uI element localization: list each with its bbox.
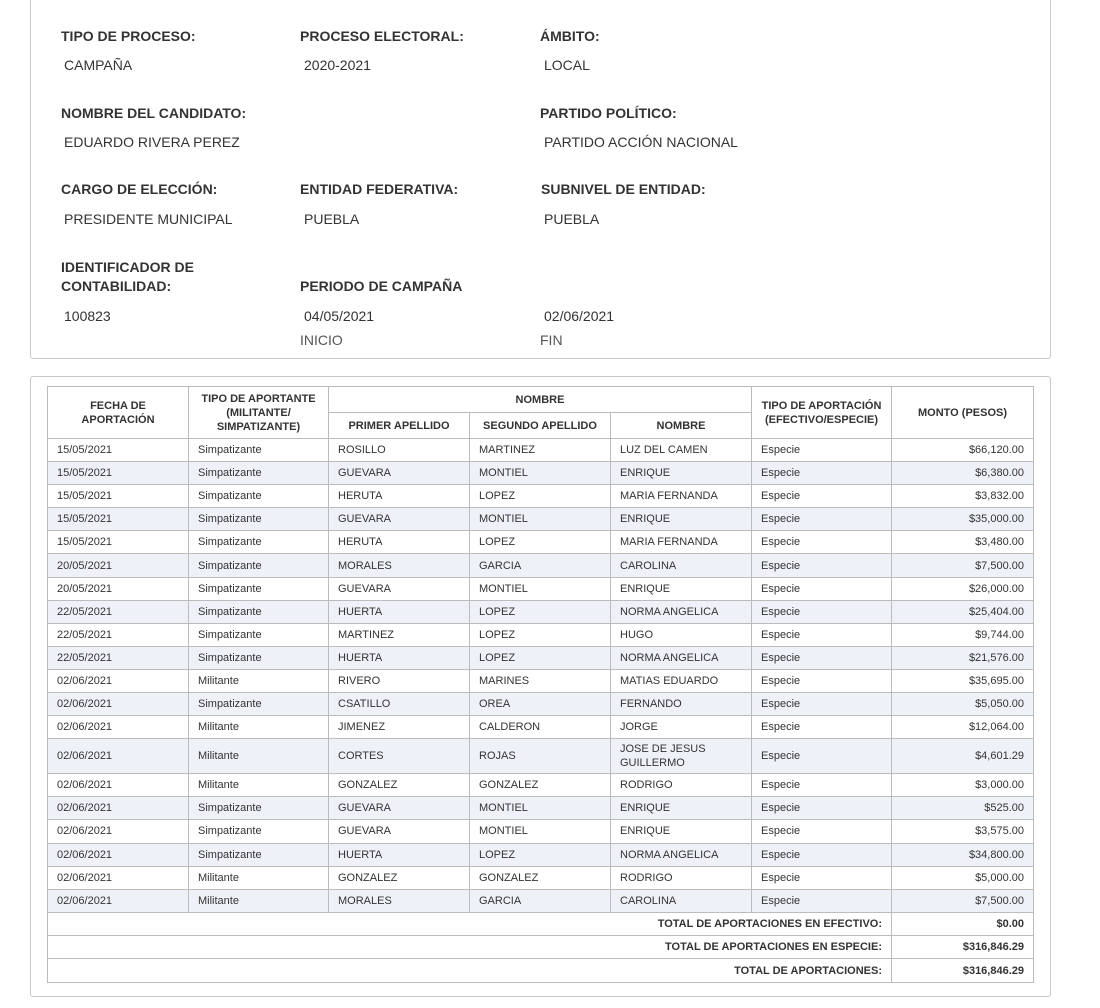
monto-cell: $7,500.00	[892, 889, 1034, 912]
table-row	[48, 866, 1034, 889]
header-tipo-aportante-line1: TIPO DE APORTANTE	[201, 392, 316, 405]
tipo-aportante-cell: Simpatizante	[189, 508, 329, 531]
proceso-electoral-value: 2020-2021	[304, 57, 371, 73]
contributions-panel	[30, 376, 1051, 997]
tipo-proceso-label: TIPO DE PROCESO:	[61, 28, 196, 44]
primer-apellido-cell: GUEVARA	[329, 462, 470, 485]
tipo-aportacion-cell: Especie	[752, 485, 892, 508]
nombre-cell: ENRIQUE	[611, 820, 752, 843]
table-row	[48, 600, 1034, 623]
monto-cell: $6,380.00	[892, 462, 1034, 485]
fecha-cell: 02/06/2021	[48, 739, 189, 774]
monto-cell: $35,695.00	[892, 669, 1034, 692]
fecha-cell: 20/05/2021	[48, 554, 189, 577]
table-row	[48, 646, 1034, 669]
contributions-table	[47, 386, 1034, 983]
periodo-inicio-label: INICIO	[300, 332, 343, 348]
primer-apellido-cell: GUEVARA	[329, 508, 470, 531]
partido-politico-value: PARTIDO ACCIÓN NACIONAL	[544, 134, 738, 150]
tipo-aportacion-cell: Especie	[752, 646, 892, 669]
periodo-inicio-value: 04/05/2021	[304, 308, 375, 324]
tipo-aportacion-cell: Especie	[752, 866, 892, 889]
tipo-aportante-cell: Militante	[189, 889, 329, 912]
primer-apellido-cell: HERUTA	[329, 485, 470, 508]
tipo-aportacion-cell: Especie	[752, 843, 892, 866]
segundo-apellido-cell: MONTIEL	[470, 508, 611, 531]
nombre-cell: MARIA FERNANDA	[611, 485, 752, 508]
monto-cell: $3,832.00	[892, 485, 1034, 508]
fecha-cell: 22/05/2021	[48, 646, 189, 669]
monto-cell: $35,000.00	[892, 508, 1034, 531]
primer-apellido-cell: GUEVARA	[329, 820, 470, 843]
tipo-aportacion-cell: Especie	[752, 439, 892, 462]
segundo-apellido-cell: MARINES	[470, 669, 611, 692]
monto-cell: $34,800.00	[892, 843, 1034, 866]
segundo-apellido-cell: MARTINEZ	[470, 439, 611, 462]
header-monto: MONTO (PESOS)	[892, 387, 1034, 439]
fecha-cell: 20/05/2021	[48, 577, 189, 600]
subnivel-entidad-label: SUBNIVEL DE ENTIDAD:	[541, 181, 706, 197]
total-label: TOTAL DE APORTACIONES:	[48, 959, 892, 982]
fecha-cell: 02/06/2021	[48, 820, 189, 843]
tipo-aportante-cell: Militante	[189, 716, 329, 739]
segundo-apellido-cell: ROJAS	[470, 739, 611, 774]
monto-cell: $7,500.00	[892, 554, 1034, 577]
primer-apellido-cell: HERUTA	[329, 531, 470, 554]
tipo-aportante-cell: Simpatizante	[189, 797, 329, 820]
total-value: $316,846.29	[892, 936, 1034, 959]
header-fecha-line1: FECHA DE	[90, 399, 146, 412]
segundo-apellido-cell: LOPEZ	[470, 843, 611, 866]
tipo-aportacion-cell: Especie	[752, 462, 892, 485]
proceso-electoral-label: PROCESO ELECTORAL:	[300, 28, 464, 44]
monto-cell: $3,480.00	[892, 531, 1034, 554]
tipo-aportacion-cell: Especie	[752, 577, 892, 600]
ambito-value: LOCAL	[544, 57, 590, 73]
header-primer-apellido: PRIMER APELLIDO	[329, 413, 470, 439]
segundo-apellido-cell: LOPEZ	[470, 531, 611, 554]
segundo-apellido-cell: MONTIEL	[470, 797, 611, 820]
candidate-info-panel	[30, 0, 1051, 359]
tipo-aportacion-cell: Especie	[752, 531, 892, 554]
primer-apellido-cell: HUERTA	[329, 646, 470, 669]
subnivel-entidad-value: PUEBLA	[544, 211, 600, 227]
segundo-apellido-cell: LOPEZ	[470, 623, 611, 646]
monto-cell: $3,575.00	[892, 820, 1034, 843]
total-value: $0.00	[892, 912, 1034, 935]
tipo-aportacion-cell: Especie	[752, 669, 892, 692]
fecha-cell: 02/06/2021	[48, 693, 189, 716]
primer-apellido-cell: CORTES	[329, 739, 470, 774]
header-tipo-aportante	[189, 387, 329, 439]
monto-cell: $9,744.00	[892, 623, 1034, 646]
monto-cell: $66,120.00	[892, 439, 1034, 462]
nombre-cell: ENRIQUE	[611, 462, 752, 485]
table-row	[48, 439, 1034, 462]
table-row	[48, 693, 1034, 716]
tipo-aportante-cell: Simpatizante	[189, 485, 329, 508]
fecha-cell: 02/06/2021	[48, 843, 189, 866]
nombre-cell: MARIA FERNANDA	[611, 531, 752, 554]
fecha-cell: 22/05/2021	[48, 623, 189, 646]
header-tipo-aportacion-line2: (EFECTIVO/ESPECIE)	[764, 413, 879, 426]
primer-apellido-cell: GUEVARA	[329, 797, 470, 820]
monto-cell: $525.00	[892, 797, 1034, 820]
table-body	[48, 439, 1034, 913]
identificador-contabilidad-label-line1: IDENTIFICADOR DE	[61, 259, 194, 275]
tipo-aportacion-cell: Especie	[752, 716, 892, 739]
fecha-cell: 02/06/2021	[48, 866, 189, 889]
fecha-cell: 15/05/2021	[48, 531, 189, 554]
fecha-cell: 02/06/2021	[48, 797, 189, 820]
primer-apellido-cell: HUERTA	[329, 600, 470, 623]
table-row	[48, 797, 1034, 820]
tipo-aportante-cell: Simpatizante	[189, 693, 329, 716]
totals-row	[48, 936, 1034, 959]
periodo-campana-label: PERIODO DE CAMPAÑA	[300, 278, 463, 294]
nombre-cell: LUZ DEL CAMEN	[611, 439, 752, 462]
nombre-cell: CAROLINA	[611, 889, 752, 912]
total-value: $316,846.29	[892, 959, 1034, 982]
nombre-cell: ENRIQUE	[611, 797, 752, 820]
header-segundo-apellido: SEGUNDO APELLIDO	[470, 413, 611, 439]
primer-apellido-cell: HUERTA	[329, 843, 470, 866]
tipo-aportante-cell: Simpatizante	[189, 600, 329, 623]
nombre-cell: MATIAS EDUARDO	[611, 669, 752, 692]
tipo-aportante-cell: Militante	[189, 669, 329, 692]
tipo-aportante-cell: Simpatizante	[189, 462, 329, 485]
monto-cell: $4,601.29	[892, 739, 1034, 774]
nombre-cell: NORMA ANGELICA	[611, 600, 752, 623]
monto-cell: $5,050.00	[892, 693, 1034, 716]
tipo-aportante-cell: Simpatizante	[189, 646, 329, 669]
primer-apellido-cell: GONZALEZ	[329, 866, 470, 889]
table-row	[48, 843, 1034, 866]
nombre-candidato-label: NOMBRE DEL CANDIDATO:	[61, 105, 247, 121]
segundo-apellido-cell: LOPEZ	[470, 600, 611, 623]
fecha-cell: 02/06/2021	[48, 889, 189, 912]
nombre-cell: HUGO	[611, 623, 752, 646]
primer-apellido-cell: CSATILLO	[329, 693, 470, 716]
monto-cell: $5,000.00	[892, 866, 1034, 889]
segundo-apellido-cell: MONTIEL	[470, 577, 611, 600]
header-tipo-aportante-line2: (MILITANTE/	[226, 406, 291, 419]
table-row	[48, 531, 1034, 554]
tipo-aportante-cell: Militante	[189, 866, 329, 889]
tipo-aportacion-cell: Especie	[752, 889, 892, 912]
segundo-apellido-cell: OREA	[470, 693, 611, 716]
tipo-aportante-cell: Militante	[189, 774, 329, 797]
partido-politico-label: PARTIDO POLÍTICO:	[540, 105, 677, 121]
segundo-apellido-cell: GONZALEZ	[470, 774, 611, 797]
fecha-cell: 15/05/2021	[48, 462, 189, 485]
primer-apellido-cell: JIMENEZ	[329, 716, 470, 739]
segundo-apellido-cell: CALDERON	[470, 716, 611, 739]
tipo-aportante-cell: Simpatizante	[189, 820, 329, 843]
segundo-apellido-cell: MONTIEL	[470, 820, 611, 843]
segundo-apellido-cell: LOPEZ	[470, 485, 611, 508]
header-nombre-group: NOMBRE	[329, 387, 752, 413]
nombre-cell: JOSE DE JESUS GUILLERMO	[611, 739, 752, 774]
table-row	[48, 774, 1034, 797]
table-row	[48, 820, 1034, 843]
tipo-aportacion-cell: Especie	[752, 508, 892, 531]
tipo-aportante-cell: Simpatizante	[189, 439, 329, 462]
periodo-fin-value: 02/06/2021	[544, 308, 615, 324]
primer-apellido-cell: GUEVARA	[329, 577, 470, 600]
tipo-aportante-cell: Simpatizante	[189, 554, 329, 577]
ambito-label: ÁMBITO:	[540, 28, 600, 44]
nombre-cell: RODRIGO	[611, 774, 752, 797]
nombre-cell: NORMA ANGELICA	[611, 646, 752, 669]
table-row	[48, 623, 1034, 646]
tipo-aportacion-cell: Especie	[752, 600, 892, 623]
header-fecha-line2: APORTACIÓN	[81, 413, 155, 426]
header-fecha	[48, 387, 189, 439]
nombre-cell: ENRIQUE	[611, 508, 752, 531]
primer-apellido-cell: GONZALEZ	[329, 774, 470, 797]
primer-apellido-cell: MORALES	[329, 554, 470, 577]
segundo-apellido-cell: MONTIEL	[470, 462, 611, 485]
total-label: TOTAL DE APORTACIONES EN EFECTIVO:	[48, 912, 892, 935]
monto-cell: $12,064.00	[892, 716, 1034, 739]
nombre-candidato-value: EDUARDO RIVERA PEREZ	[64, 134, 240, 150]
segundo-apellido-cell: GARCIA	[470, 889, 611, 912]
entidad-federativa-value: PUEBLA	[304, 211, 360, 227]
fecha-cell: 15/05/2021	[48, 508, 189, 531]
primer-apellido-cell: ROSILLO	[329, 439, 470, 462]
nombre-cell: NORMA ANGELICA	[611, 843, 752, 866]
primer-apellido-cell: MORALES	[329, 889, 470, 912]
table-row	[48, 889, 1034, 912]
monto-cell: $3,000.00	[892, 774, 1034, 797]
table-row	[48, 669, 1034, 692]
header-nombre: NOMBRE	[611, 413, 752, 439]
tipo-aportacion-cell: Especie	[752, 820, 892, 843]
nombre-cell: CAROLINA	[611, 554, 752, 577]
tipo-aportante-cell: Simpatizante	[189, 843, 329, 866]
tipo-aportante-cell: Simpatizante	[189, 577, 329, 600]
nombre-cell: JORGE	[611, 716, 752, 739]
tipo-aportacion-cell: Especie	[752, 693, 892, 716]
table-row	[48, 554, 1034, 577]
nombre-cell: RODRIGO	[611, 866, 752, 889]
tipo-proceso-value: CAMPAÑA	[64, 57, 133, 73]
total-label: TOTAL DE APORTACIONES EN ESPECIE:	[48, 936, 892, 959]
tipo-aportante-cell: Simpatizante	[189, 623, 329, 646]
monto-cell: $25,404.00	[892, 600, 1034, 623]
table-row	[48, 485, 1034, 508]
table-row	[48, 577, 1034, 600]
tipo-aportacion-cell: Especie	[752, 739, 892, 774]
cargo-eleccion-value: PRESIDENTE MUNICIPAL	[64, 211, 233, 227]
primer-apellido-cell: MARTINEZ	[329, 623, 470, 646]
periodo-fin-label: FIN	[540, 332, 563, 348]
table-row	[48, 716, 1034, 739]
tipo-aportacion-cell: Especie	[752, 797, 892, 820]
table-row	[48, 462, 1034, 485]
nombre-cell: ENRIQUE	[611, 577, 752, 600]
fecha-cell: 02/06/2021	[48, 716, 189, 739]
tipo-aportante-cell: Militante	[189, 739, 329, 774]
tipo-aportante-cell: Simpatizante	[189, 531, 329, 554]
fecha-cell: 15/05/2021	[48, 439, 189, 462]
monto-cell: $21,576.00	[892, 646, 1034, 669]
totals-row	[48, 912, 1034, 935]
tipo-aportacion-cell: Especie	[752, 774, 892, 797]
tipo-aportacion-cell: Especie	[752, 554, 892, 577]
tipo-aportacion-cell: Especie	[752, 623, 892, 646]
fecha-cell: 22/05/2021	[48, 600, 189, 623]
cargo-eleccion-label: CARGO DE ELECCIÓN:	[61, 181, 218, 197]
entidad-federativa-label: ENTIDAD FEDERATIVA:	[300, 181, 459, 197]
table-totals	[48, 912, 1034, 982]
segundo-apellido-cell: GARCIA	[470, 554, 611, 577]
table-row	[48, 508, 1034, 531]
monto-cell: $26,000.00	[892, 577, 1034, 600]
header-tipo-aportacion	[752, 387, 892, 439]
table-row	[48, 739, 1034, 774]
fecha-cell: 15/05/2021	[48, 485, 189, 508]
fecha-cell: 02/06/2021	[48, 669, 189, 692]
fecha-cell: 02/06/2021	[48, 774, 189, 797]
segundo-apellido-cell: LOPEZ	[470, 646, 611, 669]
header-tipo-aportacion-line1: TIPO DE APORTACIÓN	[761, 399, 882, 412]
primer-apellido-cell: RIVERO	[329, 669, 470, 692]
identificador-contabilidad-label-line2: CONTABILIDAD:	[61, 278, 172, 294]
nombre-cell: FERNANDO	[611, 693, 752, 716]
segundo-apellido-cell: GONZALEZ	[470, 866, 611, 889]
identificador-contabilidad-value: 100823	[64, 308, 111, 324]
totals-row	[48, 959, 1034, 982]
header-tipo-aportante-line3: SIMPATIZANTE)	[216, 420, 301, 433]
